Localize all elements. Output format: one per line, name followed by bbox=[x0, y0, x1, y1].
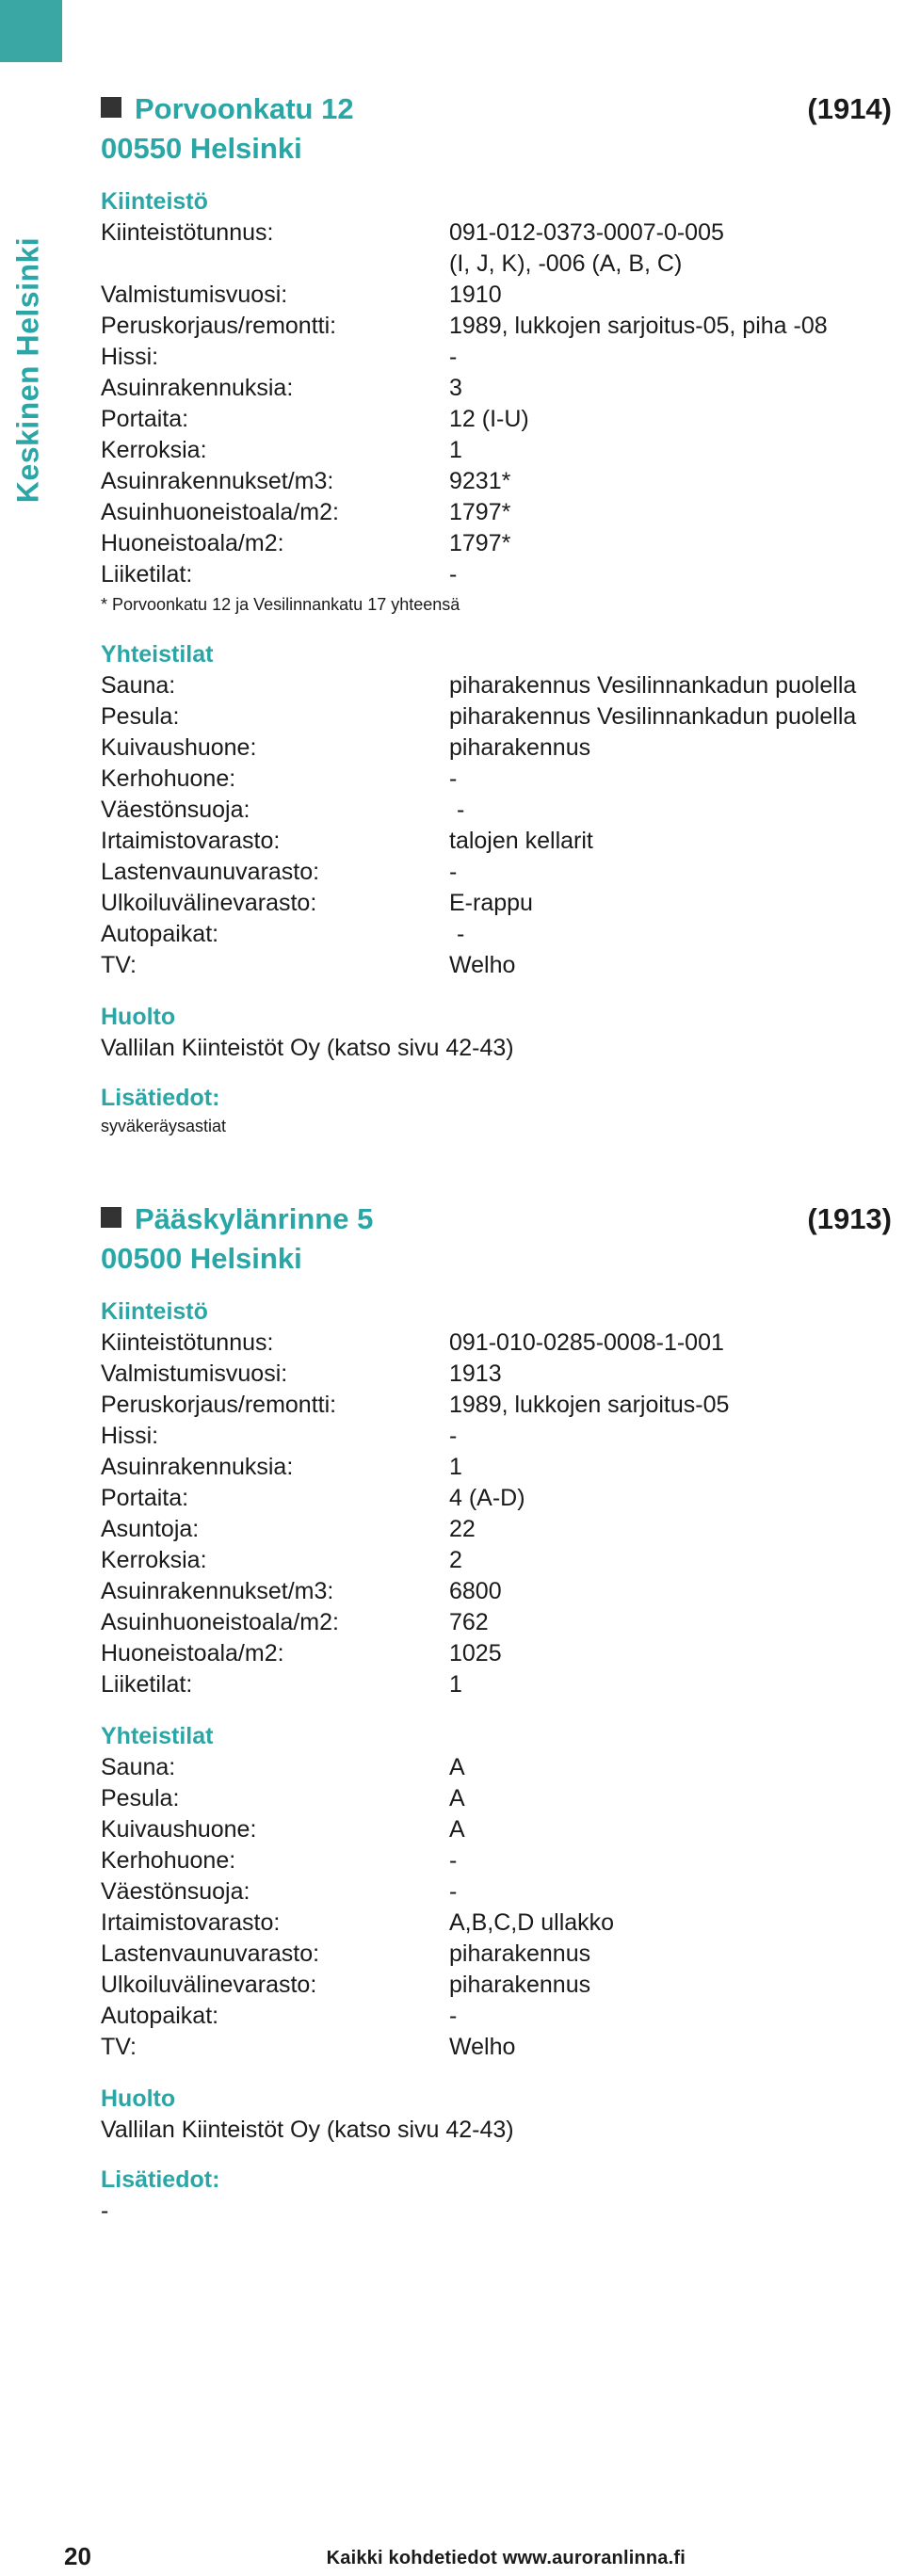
row-label: Hissi: bbox=[101, 344, 159, 370]
row-label: Kerhohuone: bbox=[101, 765, 236, 792]
kiinteisto-row bbox=[101, 342, 897, 373]
page-number: 20 bbox=[64, 2542, 91, 2570]
row-label: Valmistumisvuosi: bbox=[101, 1360, 288, 1387]
row-value: Welho bbox=[449, 2034, 516, 2060]
kiinteisto-row bbox=[101, 217, 897, 249]
row-label: Sauna: bbox=[101, 1754, 176, 1780]
huolto-text: Vallilan Kiinteistöt Oy (katso sivu 42-43) bbox=[101, 1035, 514, 1061]
kiinteisto-row bbox=[101, 1514, 897, 1545]
row-label: Asuntoja: bbox=[101, 1516, 200, 1542]
row-value: - bbox=[449, 1878, 458, 1905]
yhteistilat-row bbox=[101, 1845, 897, 1876]
row-value: - bbox=[449, 859, 458, 885]
kiinteisto-row bbox=[101, 311, 897, 342]
row-value: 1 bbox=[449, 1454, 462, 1480]
kiinteisto-row bbox=[101, 1452, 897, 1483]
yhteistilat-row bbox=[101, 795, 897, 826]
huolto-text: Vallilan Kiinteistöt Oy (katso sivu 42-43) bbox=[101, 2117, 514, 2143]
yhteistilat-row bbox=[101, 1752, 897, 1783]
kiinteisto-row bbox=[101, 528, 897, 559]
row-label: Irtaimistovarasto: bbox=[101, 828, 281, 854]
row-value: 1 bbox=[449, 437, 462, 463]
row-value: 1797* bbox=[449, 499, 511, 525]
bullet-square-icon bbox=[101, 1207, 121, 1228]
section-heading-lisatiedot: Lisätiedot: bbox=[101, 1085, 220, 1111]
row-value: 091-010-0285-0008-1-001 bbox=[449, 1329, 724, 1356]
row-value: piharakennus bbox=[449, 1972, 591, 1998]
row-value: A bbox=[449, 1754, 465, 1780]
row-label: Ulkoiluvälinevarasto: bbox=[101, 890, 317, 916]
row-label: Huoneistoala/m2: bbox=[101, 530, 284, 556]
row-label: Peruskorjaus/remontti: bbox=[101, 1392, 337, 1418]
row-label: Asuinhuoneistoala/m2: bbox=[101, 1609, 339, 1635]
row-value: piharakennus Vesilinnankadun puolella bbox=[449, 703, 857, 730]
row-value: talojen kellarit bbox=[449, 828, 593, 854]
row-value: 3 bbox=[449, 375, 462, 401]
row-value: 1913 bbox=[449, 1360, 502, 1387]
row-label: Asuinrakennuksia: bbox=[101, 375, 294, 401]
kiinteisto-row bbox=[101, 373, 897, 404]
property-year: (1913) bbox=[807, 1202, 892, 1235]
kiinteisto-row bbox=[101, 1669, 897, 1700]
row-label: Liiketilat: bbox=[101, 1671, 193, 1698]
kiinteisto-row bbox=[101, 466, 897, 497]
row-label: Asuinhuoneistoala/m2: bbox=[101, 499, 339, 525]
row-value: 1025 bbox=[449, 1640, 502, 1666]
yhteistilat-row bbox=[101, 1783, 897, 1814]
property-block-2 bbox=[101, 1202, 897, 2227]
property-title-row bbox=[101, 92, 897, 130]
row-value: Welho bbox=[449, 952, 516, 978]
footnote: * Porvoonkatu 12 ja Vesilinnankatu 17 yhteensä bbox=[101, 595, 460, 614]
yhteistilat-row bbox=[101, 826, 897, 857]
kiinteisto-row bbox=[101, 280, 897, 311]
footer-site-text: Kaikki kohdetiedot www.auroranlinna.fi bbox=[326, 2548, 686, 2568]
kiinteisto-row bbox=[101, 1576, 897, 1607]
kiinteisto-row bbox=[101, 559, 897, 590]
yhteistilat-row bbox=[101, 1814, 897, 1845]
section-heading-huolto: Huolto bbox=[101, 2085, 176, 2112]
row-value: piharakennus bbox=[449, 1940, 591, 1967]
yhteistilat-row bbox=[101, 2032, 897, 2063]
row-label: Autopaikat: bbox=[101, 2003, 219, 2029]
lisatiedot-text: - bbox=[101, 2198, 109, 2224]
property-year: (1914) bbox=[807, 92, 892, 125]
row-value: A bbox=[449, 1816, 465, 1843]
corner-accent-block bbox=[0, 0, 62, 62]
yhteistilat-row bbox=[101, 1970, 897, 2001]
kiinteisto-row bbox=[101, 249, 897, 280]
yhteistilat-row bbox=[101, 670, 897, 701]
row-value: - bbox=[449, 2003, 458, 2029]
yhteistilat-row bbox=[101, 701, 897, 733]
section-heading-kiinteisto: Kiinteistö bbox=[101, 1298, 208, 1325]
yhteistilat-row bbox=[101, 764, 897, 795]
section-heading-lisatiedot: Lisätiedot: bbox=[101, 2166, 220, 2193]
kiinteisto-row bbox=[101, 1421, 897, 1452]
yhteistilat-row bbox=[101, 919, 897, 950]
yhteistilat-row bbox=[101, 1908, 897, 1939]
row-value: - bbox=[449, 1847, 458, 1874]
kiinteisto-row bbox=[101, 1328, 897, 1359]
row-label: Kuivaushuone: bbox=[101, 734, 257, 761]
section-heading-kiinteisto: Kiinteistö bbox=[101, 188, 208, 215]
row-label: Ulkoiluvälinevarasto: bbox=[101, 1972, 317, 1998]
row-value: 12 (I-U) bbox=[449, 406, 529, 432]
kiinteisto-row bbox=[101, 435, 897, 466]
row-label: Portaita: bbox=[101, 1485, 189, 1511]
row-value: - bbox=[449, 765, 458, 792]
row-label: Peruskorjaus/remontti: bbox=[101, 313, 337, 339]
row-value: 762 bbox=[449, 1609, 489, 1635]
row-label: Sauna: bbox=[101, 672, 176, 699]
property-street: Porvoonkatu 12 bbox=[135, 92, 354, 125]
row-value: (I, J, K), -006 (A, B, C) bbox=[449, 250, 683, 277]
row-value: 1910 bbox=[449, 282, 502, 308]
kiinteisto-row bbox=[101, 1638, 897, 1669]
property-title-row bbox=[101, 1202, 897, 1240]
row-label: Hissi: bbox=[101, 1423, 159, 1449]
kiinteisto-row bbox=[101, 1390, 897, 1421]
row-label: Väestönsuoja: bbox=[101, 797, 250, 823]
row-value: 091-012-0373-0007-0-005 bbox=[449, 219, 724, 246]
row-label: Huoneistoala/m2: bbox=[101, 1640, 284, 1666]
kiinteisto-row bbox=[101, 1545, 897, 1576]
row-value: - bbox=[449, 561, 458, 588]
yhteistilat-row bbox=[101, 2001, 897, 2032]
row-label: Kiinteistötunnus: bbox=[101, 1329, 274, 1356]
row-value: E-rappu bbox=[449, 890, 533, 916]
kiinteisto-row bbox=[101, 497, 897, 528]
row-value: 1989, lukkojen sarjoitus-05, piha -08 bbox=[449, 313, 828, 339]
row-value: piharakennus bbox=[449, 734, 591, 761]
row-value: 1 bbox=[449, 1671, 462, 1698]
bullet-square-icon bbox=[101, 97, 121, 118]
property-block-1 bbox=[101, 92, 897, 1138]
property-postal: 00500 Helsinki bbox=[101, 1242, 302, 1275]
row-label: Kuivaushuone: bbox=[101, 1816, 257, 1843]
yhteistilat-row bbox=[101, 888, 897, 919]
row-value: - bbox=[457, 921, 465, 947]
yhteistilat-row bbox=[101, 1939, 897, 1970]
row-label: Väestönsuoja: bbox=[101, 1878, 250, 1905]
yhteistilat-row bbox=[101, 733, 897, 764]
yhteistilat-row bbox=[101, 1876, 897, 1908]
section-heading-huolto: Huolto bbox=[101, 1004, 176, 1030]
row-label: Valmistumisvuosi: bbox=[101, 282, 288, 308]
row-value: 6800 bbox=[449, 1578, 502, 1604]
row-label: Portaita: bbox=[101, 406, 189, 432]
row-label: Asuinrakennukset/m3: bbox=[101, 468, 334, 494]
row-label: Kiinteistötunnus: bbox=[101, 219, 274, 246]
row-value: A bbox=[449, 1785, 465, 1811]
row-label: Pesula: bbox=[101, 703, 180, 730]
row-label: Lastenvaunuvarasto: bbox=[101, 1940, 320, 1967]
row-value: - bbox=[457, 797, 465, 823]
kiinteisto-row bbox=[101, 1359, 897, 1390]
row-label: TV: bbox=[101, 952, 137, 978]
side-label-text: Keskinen Helsinki bbox=[10, 236, 45, 504]
row-label: Pesula: bbox=[101, 1785, 180, 1811]
row-label: Kerhohuone: bbox=[101, 1847, 236, 1874]
row-value: A,B,C,D ullakko bbox=[449, 1909, 615, 1936]
row-label: Kerroksia: bbox=[101, 1547, 207, 1573]
kiinteisto-row bbox=[101, 1483, 897, 1514]
yhteistilat-row bbox=[101, 950, 897, 981]
page-footer bbox=[0, 2542, 904, 2576]
row-value: 1989, lukkojen sarjoitus-05 bbox=[449, 1392, 730, 1418]
row-value: 1797* bbox=[449, 530, 511, 556]
row-label: TV: bbox=[101, 2034, 137, 2060]
kiinteisto-row bbox=[101, 1607, 897, 1638]
row-value: 9231* bbox=[449, 468, 511, 494]
row-value: 4 (A-D) bbox=[449, 1485, 525, 1511]
section-heading-yhteistilat: Yhteistilat bbox=[101, 1723, 214, 1749]
row-label: Lastenvaunuvarasto: bbox=[101, 859, 320, 885]
row-value: piharakennus Vesilinnankadun puolella bbox=[449, 672, 857, 699]
row-label: Asuinrakennuksia: bbox=[101, 1454, 294, 1480]
property-street: Pääskylänrinne 5 bbox=[135, 1202, 374, 1235]
row-label: Irtaimistovarasto: bbox=[101, 1909, 281, 1936]
row-value: - bbox=[449, 1423, 458, 1449]
row-label: Kerroksia: bbox=[101, 437, 207, 463]
row-value: - bbox=[449, 344, 458, 370]
row-label: Liiketilat: bbox=[101, 561, 193, 588]
property-postal: 00550 Helsinki bbox=[101, 132, 302, 165]
row-value: 2 bbox=[449, 1547, 462, 1573]
kiinteisto-row bbox=[101, 404, 897, 435]
section-heading-yhteistilat: Yhteistilat bbox=[101, 641, 214, 668]
row-label: Asuinrakennukset/m3: bbox=[101, 1578, 334, 1604]
row-value: 22 bbox=[449, 1516, 476, 1542]
row-label: Autopaikat: bbox=[101, 921, 219, 947]
yhteistilat-row bbox=[101, 857, 897, 888]
lisatiedot-text: syväkeräysastiat bbox=[101, 1117, 227, 1135]
